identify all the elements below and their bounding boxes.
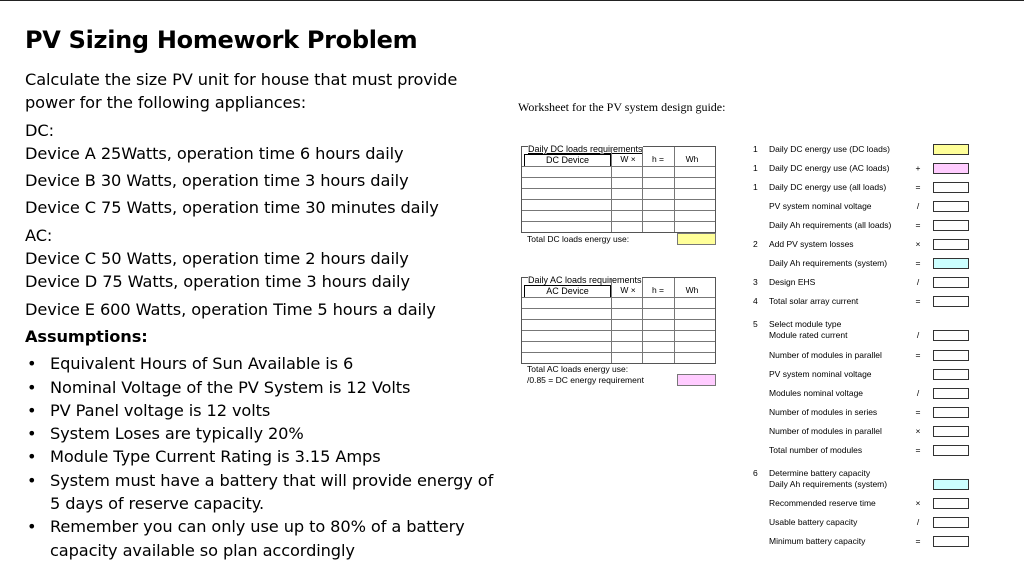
table-row [522,166,715,167]
row-label: Minimum battery capacity [769,536,866,546]
row-input-box[interactable] [933,182,969,193]
row-label: Add PV system losses [769,239,854,249]
row-label: Daily DC energy use (all loads) [769,182,887,192]
row-input-box[interactable] [933,220,969,231]
row-input-box[interactable] [933,258,969,269]
row-label: Daily Ah requirements (system) [769,479,888,489]
table-divider [611,278,612,363]
top-border-line [0,0,1024,1]
worksheet-title: Worksheet for the PV system design guide: [518,100,726,114]
row-operator: × [915,426,921,436]
assumption-item: • Remember you can only use up to 80% of a battery capacity available so plan accordingly [25,515,495,562]
table-row [522,341,715,342]
row-operator: / [916,388,920,398]
row-input-box[interactable] [933,407,969,418]
row-step-number: 5 [753,319,758,329]
intro-text: Calculate the size PV unit for house that must provide power for the following appliances: [25,70,458,113]
ac-device-header: AC Device [524,285,611,298]
row-label: Daily DC energy use (DC loads) [769,144,890,154]
assumption-item: • System Loses are typically 20% [25,422,495,445]
row-label: Select module type [769,319,842,329]
assumption-item: • PV Panel voltage is 12 volts [25,399,495,422]
assumption-item: • Module Type Current Rating is 3.15 Amps [25,445,495,468]
assumptions-heading: Assumptions: [25,326,148,346]
row-operator: / [916,277,920,287]
row-input-box[interactable] [933,369,969,380]
row-operator: / [916,517,920,527]
row-input-box[interactable] [933,536,969,547]
ac-device-e: Device E 600 Watts, operation Time 5 hours a daily [25,299,436,319]
dc-device-c: Device C 75 Watts, operation time 30 minutes daily [25,198,439,218]
row-label: Number of modules in series [769,407,878,417]
row-input-box[interactable] [933,296,969,307]
dc-h-header: h = [651,154,665,164]
table-row [522,308,715,309]
table-row [522,188,715,189]
row-operator: = [915,407,921,417]
row-input-box[interactable] [933,517,969,528]
row-input-box[interactable] [933,479,969,490]
row-operator: / [916,330,920,340]
row-step-number: 1 [753,144,758,154]
ac-loads-table [521,277,716,364]
row-label: Number of modules in parallel [769,350,882,360]
table-row [522,330,715,331]
row-label: Daily Ah requirements (all loads) [769,220,892,230]
row-label: Determine battery capacity [769,468,871,478]
problem-text [25,68,495,562]
row-input-box[interactable] [933,239,969,250]
table-divider [674,278,675,363]
ac-table-caption: Daily AC loads requirements [528,275,642,285]
row-input-box[interactable] [933,350,969,361]
dc-wh-header: Wh [685,154,699,164]
assumption-item: • Nominal Voltage of the PV System is 12 Volts [25,376,495,399]
dc-heading: DC: [25,120,54,140]
row-label: Daily DC energy use (AC loads) [769,163,890,173]
row-operator: = [915,536,921,546]
table-divider [642,278,643,363]
ac-wh-header: Wh [685,285,699,295]
table-divider [642,147,643,232]
assumptions-list [25,352,495,562]
row-operator: = [915,296,921,306]
ac-device-d: Device D 75 Watts, operation time 3 hours daily [25,272,410,292]
row-step-number: 2 [753,239,758,249]
table-divider [611,147,612,232]
dc-w-header: W × [620,154,636,164]
dc-total-label: Total DC loads energy use: [527,234,630,244]
row-step-number: 1 [753,182,758,192]
row-label: Daily Ah requirements (system) [769,258,888,268]
row-label: Number of modules in parallel [769,426,882,436]
row-operator: / [916,201,920,211]
table-row [522,221,715,222]
row-input-box[interactable] [933,144,969,155]
row-label: Design EHS [769,277,816,287]
row-input-box[interactable] [933,330,969,341]
row-operator: = [915,445,921,455]
row-step-number: 6 [753,468,758,478]
ac-total-box[interactable] [677,374,716,386]
row-label: PV system nominal voltage [769,369,872,379]
dc-table-caption: Daily DC loads requirements [528,144,643,154]
row-input-box[interactable] [933,201,969,212]
page-title: PV Sizing Homework Problem [25,26,418,54]
dc-device-b: Device B 30 Watts, operation time 3 hours daily [25,171,409,191]
row-step-number: 3 [753,277,758,287]
row-label: PV system nominal voltage [769,201,872,211]
table-row [522,319,715,320]
row-label: Usable battery capacity [769,517,858,527]
table-row [522,297,715,298]
table-divider [674,147,675,232]
row-step-number: 1 [753,163,758,173]
dc-device-a: Device A 25Watts, operation time 6 hours daily [25,143,404,163]
row-operator: × [915,239,921,249]
row-input-box[interactable] [933,445,969,456]
row-operator: = [915,220,921,230]
row-label: Total solar array current [769,296,859,306]
row-input-box[interactable] [933,163,969,174]
row-label: Module rated current [769,330,848,340]
dc-device-header: DC Device [524,154,611,167]
assumption-item: • Equivalent Hours of Sun Available is 6 [25,352,495,375]
row-label: Total number of modules [769,445,863,455]
row-operator: + [915,163,921,173]
table-row [522,210,715,211]
ac-device-c: Device C 50 Watts, operation time 2 hours daily [25,249,409,269]
table-row [522,199,715,200]
row-operator: = [915,182,921,192]
assumption-item: • System must have a battery that will provide energy of 5 days of reserve capacity. [25,469,495,516]
table-row [522,352,715,353]
dc-total-box[interactable] [677,233,716,245]
ac-w-header: W × [620,285,636,295]
row-label: Modules nominal voltage [769,388,864,398]
dc-loads-table [521,146,716,233]
ac-h-header: h = [651,285,665,295]
row-input-box[interactable] [933,426,969,437]
ac-dc-requirement-label: /0.85 = DC energy requirement [527,375,644,385]
ac-heading: AC: [25,225,53,245]
row-operator: = [915,350,921,360]
row-operator: × [915,498,921,508]
row-operator: = [915,258,921,268]
table-row [522,177,715,178]
row-input-box[interactable] [933,388,969,399]
row-label: Recommended reserve time [769,498,876,508]
row-step-number: 4 [753,296,758,306]
row-input-box[interactable] [933,277,969,288]
ac-total-label: Total AC loads energy use: [527,364,629,374]
row-input-box[interactable] [933,498,969,509]
